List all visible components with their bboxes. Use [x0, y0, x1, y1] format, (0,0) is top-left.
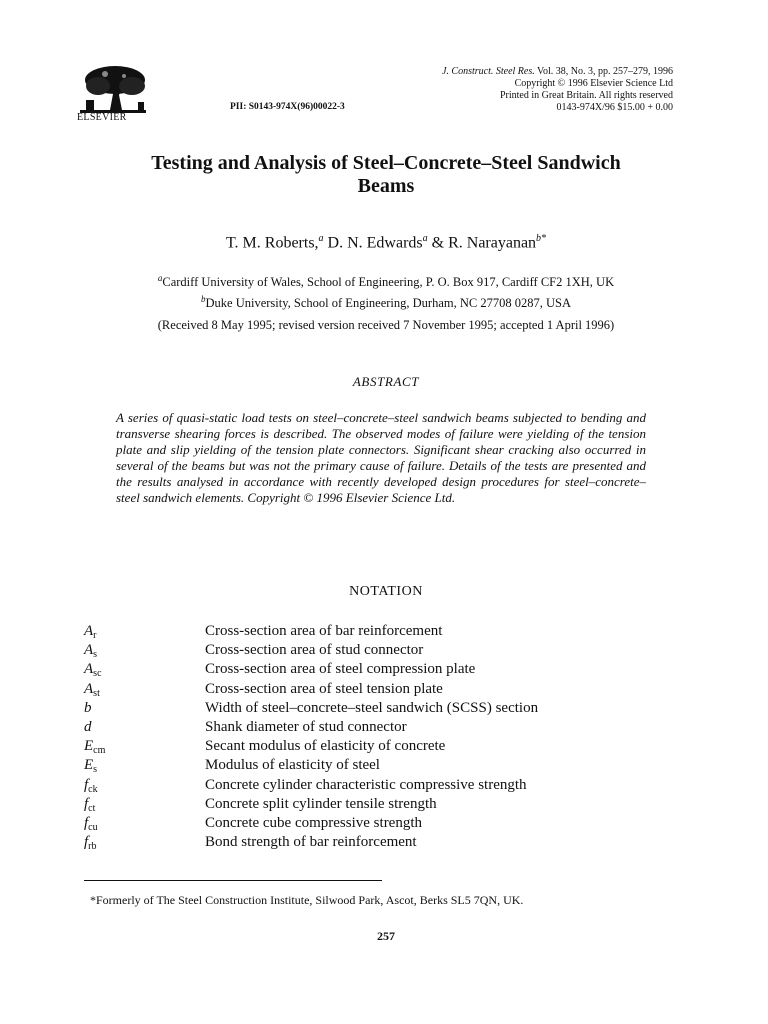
journal-citation — [442, 66, 673, 78]
symbol-subscript: cu — [88, 821, 98, 833]
title-line-1: Testing and Analysis of Steel–Concrete–Steel Sandwich — [151, 152, 621, 174]
notation-row — [84, 623, 684, 642]
notation-row — [84, 777, 684, 796]
affiliations — [70, 270, 702, 312]
notation-row — [84, 738, 684, 757]
notation-row — [84, 719, 684, 738]
notation-row — [84, 681, 684, 700]
notation-description: Concrete split cylinder tensile strength — [205, 795, 437, 812]
notation-symbol — [84, 623, 205, 640]
author-list — [70, 233, 702, 252]
notation-symbol — [84, 815, 205, 832]
notation-row — [84, 834, 684, 853]
notation-heading: NOTATION — [349, 584, 423, 599]
abstract-text: A series of quasi-static load tests on steel–concrete–steel sandwich beams subjected to bending and transverse shearing forces is described. The observed modes of failure were yielding of the tension plate and slip yielding of the tension plate connectors. Significant shear cracking also occurred in several of the beams but was not the primary cause of failure. Details of the tests are presented and the results analysed in accordance with recently developed design procedures for steel–concrete–steel sandwich elements. Copyright © 1996 Elsevier Science Ltd. — [116, 410, 646, 505]
notation-symbol — [84, 642, 205, 659]
notation-description: Modulus of elasticity of steel — [205, 757, 380, 774]
journal-info — [442, 66, 673, 114]
affiliation-b — [70, 291, 702, 312]
notation-description: Cross-section area of steel tension plate — [205, 680, 443, 697]
notation-row — [84, 642, 684, 661]
symbol-subscript: st — [93, 687, 100, 699]
notation-symbol — [84, 796, 205, 813]
symbol-base: f — [84, 776, 89, 793]
notation-row — [84, 700, 684, 719]
notation-description: Cross-section area of steel compression plate — [205, 661, 476, 678]
author-name: T. M. Roberts, — [225, 234, 319, 252]
symbol-subscript: sc — [93, 668, 102, 680]
notation-symbol — [84, 719, 205, 736]
notation-symbol — [84, 700, 205, 717]
notation-symbol — [84, 681, 205, 698]
affiliation-text: Duke University, School of Engineering, Durham, NC 27708 0287, USA — [205, 296, 571, 311]
symbol-subscript: cm — [93, 745, 106, 757]
notation-symbol — [84, 757, 205, 774]
symbol-subscript: r — [93, 630, 97, 641]
notation-list — [84, 623, 684, 853]
notation-row — [84, 757, 684, 776]
page-number: 257 — [377, 929, 395, 943]
footnote: *Formerly of The Steel Construction Institute, Silwood Park, Ascot, Berks SL5 7QN, UK. — [90, 893, 524, 907]
affiliation-mark: a — [157, 273, 163, 283]
notation-row — [84, 796, 684, 815]
symbol-subscript: s — [93, 764, 98, 776]
notation-description: Cross-section area of stud connector — [205, 642, 424, 659]
abstract-heading: ABSTRACT — [352, 374, 420, 389]
pii-code: PII: S0143-974X(96)00022-3 — [230, 102, 345, 112]
symbol-base: A — [84, 680, 94, 697]
notation-description: Bond strength of bar reinforcement — [205, 834, 417, 851]
symbol-base: f — [84, 795, 89, 812]
symbol-base: E — [84, 757, 94, 774]
notation-row — [84, 815, 684, 834]
notation-symbol — [84, 777, 205, 794]
issn-line: 0143-974X/96 $15.00 + 0.00 — [556, 102, 673, 113]
notation-description: Concrete cube compressive strength — [205, 814, 423, 831]
notation-description: Concrete cylinder characteristic compressive strength — [205, 776, 527, 793]
journal-volume: Vol. 38, No. 3, pp. 257–279, 1996 — [534, 66, 673, 77]
author-name: D. N. Edwards — [323, 234, 423, 252]
notation-symbol — [84, 834, 205, 851]
affiliation-text: Cardiff University of Wales, School of Engineering, P. O. Box 917, Cardiff CF2 1XH, UK — [162, 275, 615, 290]
printed-line: Printed in Great Britain. All rights reserved — [499, 90, 673, 101]
notation-description: Secant modulus of elasticity of concrete — [205, 738, 446, 755]
symbol-subscript: ct — [88, 802, 96, 814]
paper-title — [70, 152, 702, 198]
symbol-base: f — [84, 814, 89, 831]
notation-symbol — [84, 738, 205, 755]
symbol-subscript: s — [93, 649, 98, 661]
symbol-subscript: rb — [88, 841, 97, 853]
affiliation-mark: b — [201, 294, 206, 305]
affiliation-a — [70, 270, 702, 291]
symbol-subscript: ck — [88, 783, 98, 795]
title-line-2: Beams — [357, 175, 415, 197]
author-name: & R. Narayanan — [427, 234, 537, 252]
symbol-base: f — [84, 834, 89, 851]
footnote-divider — [84, 880, 382, 881]
notation-row — [84, 661, 684, 680]
symbol-base: A — [84, 623, 94, 639]
received-dates: (Received 8 May 1995; revised version received 7 November 1995; accepted 1 April 1996) — [157, 318, 615, 332]
notation-description: Shank diameter of stud connector — [205, 718, 407, 735]
notation-description: Cross-section area of bar reinforcement — [205, 623, 443, 639]
symbol-base: E — [84, 738, 94, 755]
symbol-base: A — [84, 661, 94, 678]
notation-symbol — [84, 661, 205, 678]
author-mark: b* — [536, 233, 547, 244]
copyright-line: Copyright © 1996 Elsevier Science Ltd — [514, 78, 673, 89]
symbol-base: A — [84, 642, 94, 659]
symbol-base: d — [84, 718, 92, 735]
publisher-name: ELSEVIER — [77, 112, 127, 123]
author-mark: a — [422, 233, 428, 244]
author-mark: a — [318, 233, 324, 244]
journal-name: J. Construct. Steel Res. — [441, 66, 535, 77]
notation-description: Width of steel–concrete–steel sandwich (SCSS) section — [205, 699, 539, 716]
symbol-base: b — [84, 699, 92, 716]
